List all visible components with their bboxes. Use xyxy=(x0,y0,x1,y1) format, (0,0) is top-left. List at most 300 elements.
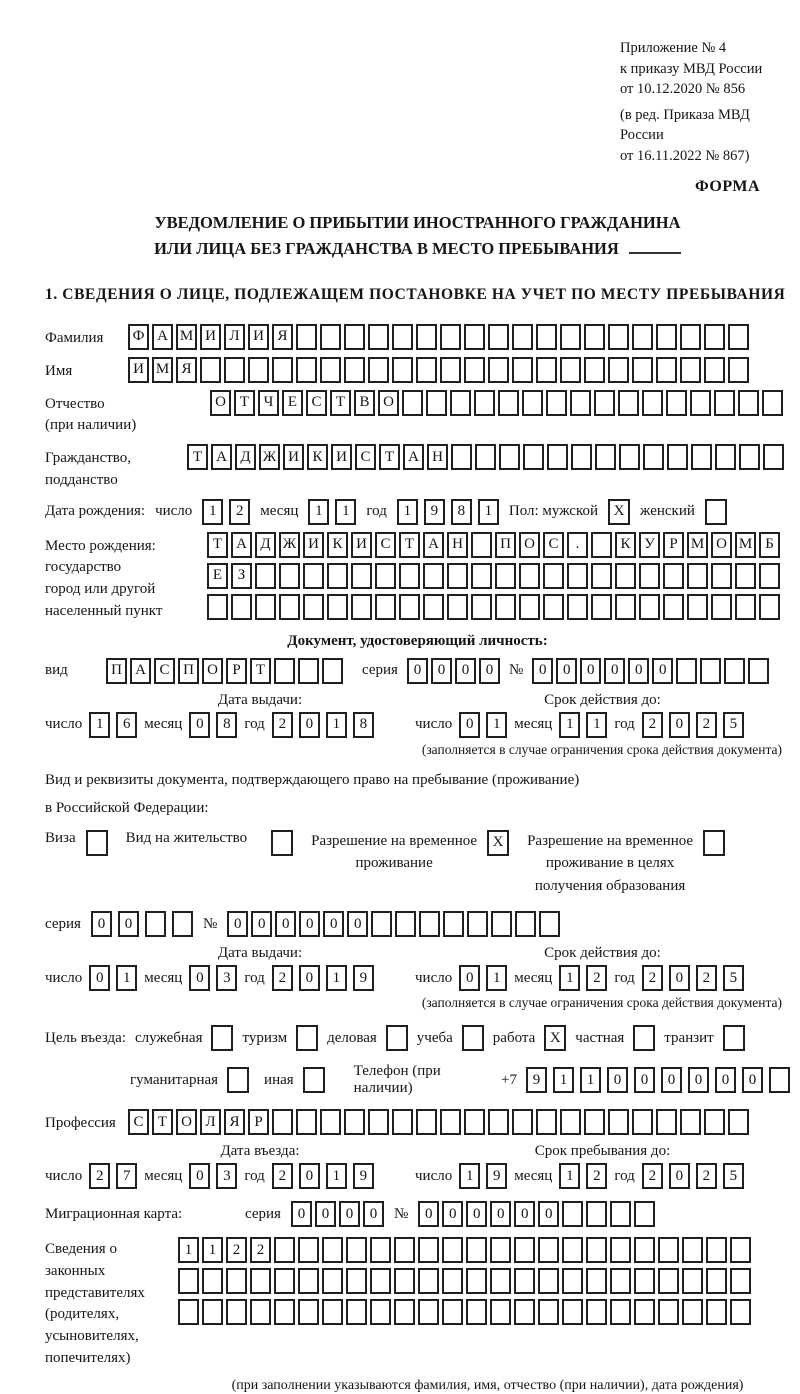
form-cell xyxy=(303,594,324,620)
representatives-cells-row3 xyxy=(178,1299,751,1325)
form-cell xyxy=(375,594,396,620)
year-label: год xyxy=(614,969,635,986)
header-annotations xyxy=(620,38,790,166)
purpose-official-checkbox xyxy=(211,1025,233,1051)
option-visa-label: Виза xyxy=(45,829,76,846)
form-cell xyxy=(344,324,365,350)
form-cell xyxy=(608,1109,629,1135)
form-cell: 1 xyxy=(559,712,580,738)
form-cell: 1 xyxy=(559,1163,580,1189)
identity-issue-month-cells xyxy=(189,712,237,738)
form-cell: 1 xyxy=(89,712,110,738)
form-cell xyxy=(656,324,677,350)
form-cell: 0 xyxy=(291,1201,312,1227)
form-cell: 1 xyxy=(486,965,507,991)
form-cell: Р xyxy=(226,658,247,684)
stay-until-heading: Срок пребывания до: xyxy=(534,1143,671,1160)
form-cell xyxy=(274,1268,295,1294)
form-title-line1: УВЕДОМЛЕНИЕ О ПРИБЫТИИ ИНОСТРАННОГО ГРАЖДАНИНА xyxy=(154,213,681,233)
form-cell: 0 xyxy=(299,911,320,937)
form-cell xyxy=(704,357,725,383)
form-cell xyxy=(632,357,653,383)
form-cell xyxy=(322,1268,343,1294)
form-cell xyxy=(632,324,653,350)
form-cell xyxy=(728,1109,749,1135)
form-cell xyxy=(634,1201,655,1227)
stay-month-cells xyxy=(559,1163,607,1189)
identity-issue-heading: Дата выдачи: xyxy=(217,691,303,708)
form-cell: Д xyxy=(255,532,276,558)
form-cell: 0 xyxy=(455,658,476,684)
form-cell: 0 xyxy=(538,1201,559,1227)
form-cell: 0 xyxy=(363,1201,384,1227)
form-cell: 0 xyxy=(418,1201,439,1227)
form-cell xyxy=(615,563,636,589)
profession-label: Профессия xyxy=(45,1115,116,1132)
form-cell xyxy=(178,1299,199,1325)
identity-valid-day-cells xyxy=(459,712,507,738)
form-cell: 2 xyxy=(586,1163,607,1189)
identity-doc-type-row xyxy=(45,658,790,684)
migration-card-row xyxy=(45,1201,790,1227)
year-label: год xyxy=(614,716,635,733)
form-cell xyxy=(419,911,440,937)
form-cell xyxy=(490,1237,511,1263)
form-cell xyxy=(375,563,396,589)
form-cell: Ж xyxy=(279,532,300,558)
citizenship-row xyxy=(45,444,790,492)
form-cell xyxy=(272,357,293,383)
form-cell xyxy=(450,390,471,416)
form-cell xyxy=(769,1067,790,1093)
form-cell xyxy=(608,357,629,383)
form-cell: 0 xyxy=(189,712,210,738)
form-cell xyxy=(656,357,677,383)
form-cell: А xyxy=(211,444,232,470)
identity-doc-seriya-cells xyxy=(407,658,500,684)
form-cell: В xyxy=(354,390,375,416)
form-cell: 1 xyxy=(178,1237,199,1263)
form-cell xyxy=(759,594,780,620)
purpose-other-label: иная xyxy=(264,1071,294,1088)
header-ref-line-3: от 10.12.2020 № 856 xyxy=(620,81,746,98)
form-cell xyxy=(447,563,468,589)
birthdate-row xyxy=(45,499,790,525)
purpose-humanitarian-checkbox xyxy=(227,1067,249,1093)
form-cell xyxy=(682,1299,703,1325)
patronymic-label xyxy=(45,390,210,438)
form-cell: 9 xyxy=(353,965,374,991)
form-cell xyxy=(724,658,745,684)
form-cell xyxy=(562,1299,583,1325)
form-cell: Т xyxy=(250,658,271,684)
form-cell xyxy=(272,1109,293,1135)
form-cell xyxy=(416,357,437,383)
residence-issue-date xyxy=(45,965,415,991)
form-cell: 2 xyxy=(229,499,250,525)
surname-cells xyxy=(128,324,749,350)
gender-female-label: женский xyxy=(640,503,695,520)
option-residence-permit-checkbox xyxy=(271,830,293,856)
form-title-line2 xyxy=(45,236,790,262)
form-cell: И xyxy=(200,324,221,350)
form-cell xyxy=(591,532,612,558)
form-cell xyxy=(423,563,444,589)
purpose-transit-label: транзит xyxy=(664,1029,714,1046)
purpose-row xyxy=(45,1025,790,1051)
form-cell: 0 xyxy=(688,1067,709,1093)
form-cell xyxy=(145,911,166,937)
form-cell xyxy=(584,324,605,350)
form-cell xyxy=(538,1237,559,1263)
form-cell: П xyxy=(106,658,127,684)
form-cell xyxy=(536,1109,557,1135)
form-cell: П xyxy=(178,658,199,684)
form-cell xyxy=(663,594,684,620)
form-cell: 1 xyxy=(553,1067,574,1093)
form-cell xyxy=(368,324,389,350)
residence-issue-day-cells xyxy=(89,965,137,991)
form-cell: Т xyxy=(152,1109,173,1135)
form-cell xyxy=(488,1109,509,1135)
form-cell: Я xyxy=(176,357,197,383)
form-cell xyxy=(667,444,688,470)
identity-doc-heading: Документ, удостоверяющий личность: xyxy=(287,632,548,649)
form-cell xyxy=(392,324,413,350)
form-cell: С xyxy=(128,1109,149,1135)
residence-doc-intro2: в Российской Федерации: xyxy=(45,799,209,816)
representatives-cells-row1 xyxy=(178,1237,751,1263)
form-cell: 0 xyxy=(442,1201,463,1227)
year-label: год xyxy=(244,716,265,733)
form-cell: 1 xyxy=(326,1163,347,1189)
form-cell xyxy=(443,911,464,937)
form-cell: 1 xyxy=(202,1237,223,1263)
form-cell xyxy=(440,324,461,350)
form-cell xyxy=(442,1268,463,1294)
option-temp-residence-label: Разрешение на временное проживание xyxy=(311,832,478,872)
form-cell xyxy=(634,1237,655,1263)
form-cell xyxy=(274,658,295,684)
form-cell xyxy=(642,390,663,416)
birthdate-year-cells xyxy=(397,499,499,525)
form-cell xyxy=(451,444,472,470)
form-cell xyxy=(498,390,519,416)
form-cell: 5 xyxy=(723,712,744,738)
birthplace-row xyxy=(45,532,790,625)
form-cell xyxy=(610,1299,631,1325)
form-cell xyxy=(488,324,509,350)
form-cell xyxy=(704,1109,725,1135)
migration-seriya-label: серия xyxy=(245,1205,281,1222)
identity-doc-seriya-label: серия xyxy=(362,662,398,679)
form-cell xyxy=(368,357,389,383)
purpose-label: Цель въезда: xyxy=(45,1029,126,1046)
residence-seriya-cells xyxy=(91,911,193,937)
form-cell xyxy=(584,1109,605,1135)
form-cell: 1 xyxy=(202,499,223,525)
form-cell xyxy=(618,390,639,416)
profession-row xyxy=(45,1109,790,1135)
stay-day-cells xyxy=(459,1163,507,1189)
purpose-row2 xyxy=(130,1063,790,1097)
birthplace-label-line1: Место рождения: xyxy=(45,537,156,554)
migration-card-label: Миграционная карта: xyxy=(45,1205,183,1222)
form-cell xyxy=(371,911,392,937)
form-cell xyxy=(327,594,348,620)
form-cell: 0 xyxy=(299,1163,320,1189)
form-cell: Т xyxy=(234,390,255,416)
form-cell: 0 xyxy=(227,911,248,937)
form-cell: 9 xyxy=(424,499,445,525)
purpose-work-checkbox: X xyxy=(544,1025,566,1051)
form-cell: 0 xyxy=(490,1201,511,1227)
identity-issue-date xyxy=(45,712,415,738)
form-cell: 2 xyxy=(89,1163,110,1189)
form-cell: С xyxy=(375,532,396,558)
firstname-cells xyxy=(128,357,749,383)
form-cell: . xyxy=(567,532,588,558)
form-cell: 0 xyxy=(556,658,577,684)
day-label: число xyxy=(45,1167,83,1184)
form-cell xyxy=(296,1109,317,1135)
form-cell: О xyxy=(711,532,732,558)
form-cell xyxy=(395,911,416,937)
form-cell xyxy=(440,357,461,383)
form-cell xyxy=(562,1268,583,1294)
birthplace-label xyxy=(45,532,207,623)
option-visa xyxy=(45,830,108,856)
form-cell: 2 xyxy=(696,1163,717,1189)
form-cell: 0 xyxy=(580,658,601,684)
form-cell xyxy=(344,1109,365,1135)
form-cell: 0 xyxy=(634,1067,655,1093)
form-cell xyxy=(399,594,420,620)
residence-doc-date-headings xyxy=(45,945,790,962)
form-cell xyxy=(172,911,193,937)
form-label: ФОРМА xyxy=(694,178,760,196)
form-cell: Я xyxy=(272,324,293,350)
form-cell xyxy=(687,563,708,589)
form-cell xyxy=(231,594,252,620)
form-cell: 0 xyxy=(189,1163,210,1189)
residence-doc-options-row xyxy=(45,830,790,898)
purpose-business-checkbox xyxy=(386,1025,408,1051)
form-cell: А xyxy=(130,658,151,684)
form-cell xyxy=(539,911,560,937)
form-cell xyxy=(658,1268,679,1294)
form-cell xyxy=(680,324,701,350)
form-cell: 2 xyxy=(696,712,717,738)
form-cell: 0 xyxy=(661,1067,682,1093)
form-cell xyxy=(608,324,629,350)
month-label: месяц xyxy=(144,716,183,733)
form-cell xyxy=(730,1237,751,1263)
form-cell xyxy=(706,1237,727,1263)
representatives-cells-row2 xyxy=(178,1268,751,1294)
form-cell xyxy=(738,390,759,416)
form-cell: 2 xyxy=(642,1163,663,1189)
patronymic-cells xyxy=(210,390,783,416)
form-cell: И xyxy=(351,532,372,558)
form-cell: 0 xyxy=(118,911,139,937)
form-cell xyxy=(416,324,437,350)
form-title-line2-text: ИЛИ ЛИЦА БЕЗ ГРАЖДАНСТВА В МЕСТО ПРЕБЫВАНИЯ xyxy=(154,239,619,259)
year-label: год xyxy=(614,1167,635,1184)
identity-doc-dates-row xyxy=(45,712,790,738)
form-cell: О xyxy=(210,390,231,416)
form-cell xyxy=(690,390,711,416)
form-cell: 1 xyxy=(326,965,347,991)
residence-issue-month-cells xyxy=(189,965,237,991)
form-cell xyxy=(514,1237,535,1263)
form-cell: 1 xyxy=(326,712,347,738)
form-cell xyxy=(759,563,780,589)
form-cell xyxy=(512,1109,533,1135)
form-cell: 6 xyxy=(116,712,137,738)
form-cell xyxy=(440,1109,461,1135)
form-cell: Р xyxy=(248,1109,269,1135)
form-cell xyxy=(474,390,495,416)
form-cell xyxy=(584,357,605,383)
purpose-study-label: учеба xyxy=(416,1029,453,1046)
form-cell: К xyxy=(327,532,348,558)
form-cell: А xyxy=(423,532,444,558)
residence-number-cells xyxy=(227,911,560,937)
form-cell xyxy=(643,444,664,470)
residence-issue-year-cells xyxy=(272,965,374,991)
form-cell xyxy=(519,563,540,589)
form-cell xyxy=(560,357,581,383)
form-cell xyxy=(562,1237,583,1263)
form-cell: 0 xyxy=(89,965,110,991)
form-cell xyxy=(490,1299,511,1325)
form-cell xyxy=(399,563,420,589)
citizenship-label-line2: подданство xyxy=(45,471,118,488)
form-cell: М xyxy=(152,357,173,383)
form-cell xyxy=(402,390,423,416)
form-cell xyxy=(467,911,488,937)
form-cell xyxy=(632,1109,653,1135)
form-cell: М xyxy=(735,532,756,558)
form-cell xyxy=(658,1299,679,1325)
form-cell: 8 xyxy=(353,712,374,738)
form-cell xyxy=(763,444,784,470)
month-label: месяц xyxy=(514,1167,553,1184)
form-cell xyxy=(523,444,544,470)
form-cell: М xyxy=(687,532,708,558)
form-cell xyxy=(392,357,413,383)
form-cell: 0 xyxy=(514,1201,535,1227)
form-cell xyxy=(346,1268,367,1294)
identity-issue-year-cells xyxy=(272,712,374,738)
form-cell xyxy=(495,563,516,589)
form-cell: Т xyxy=(207,532,228,558)
form-cell xyxy=(320,357,341,383)
day-label: число xyxy=(45,969,83,986)
form-cell: Л xyxy=(224,324,245,350)
form-cell: 0 xyxy=(315,1201,336,1227)
form-cell xyxy=(423,594,444,620)
form-cell xyxy=(682,1237,703,1263)
form-cell xyxy=(296,324,317,350)
form-cell: 0 xyxy=(607,1067,628,1093)
form-cell xyxy=(466,1268,487,1294)
citizenship-cells xyxy=(187,444,784,470)
purpose-tourism-label: туризм xyxy=(242,1029,288,1046)
form-cell xyxy=(610,1201,631,1227)
form-cell xyxy=(351,563,372,589)
form-cell: А xyxy=(231,532,252,558)
form-cell xyxy=(512,357,533,383)
form-cell: И xyxy=(303,532,324,558)
surname-row xyxy=(45,324,790,350)
form-cell xyxy=(344,357,365,383)
form-cell: 5 xyxy=(723,965,744,991)
form-cell: И xyxy=(331,444,352,470)
birthplace-label-line4: населенный пункт xyxy=(45,602,163,619)
form-title xyxy=(45,210,790,261)
form-cell xyxy=(471,594,492,620)
purpose-private-checkbox xyxy=(633,1025,655,1051)
residence-doc-intro1: Вид и реквизиты документа, подтверждающего право на пребывание (проживание) xyxy=(45,771,580,788)
form-cell xyxy=(471,532,492,558)
form-cell xyxy=(680,357,701,383)
form-cell xyxy=(700,658,721,684)
form-cell xyxy=(591,594,612,620)
year-label: год xyxy=(244,969,265,986)
form-cell xyxy=(735,594,756,620)
form-cell xyxy=(202,1299,223,1325)
form-cell xyxy=(639,594,660,620)
residence-limit-note: (заполняется в случае ограничения срока действия документа) xyxy=(421,995,782,1011)
form-cell xyxy=(426,390,447,416)
form-cell xyxy=(519,594,540,620)
entry-month-cells xyxy=(189,1163,237,1189)
form-cell: И xyxy=(248,324,269,350)
form-cell: А xyxy=(152,324,173,350)
form-cell xyxy=(320,1109,341,1135)
form-cell xyxy=(728,324,749,350)
form-cell xyxy=(615,594,636,620)
citizenship-label-line1: Гражданство, xyxy=(45,450,132,467)
form-cell xyxy=(586,1268,607,1294)
form-cell: Я xyxy=(224,1109,245,1135)
identity-limit-note: (заполняется в случае ограничения срока действия документа) xyxy=(421,741,782,757)
form-cell xyxy=(634,1268,655,1294)
form-cell: У xyxy=(639,532,660,558)
entry-date-heading: Дата въезда: xyxy=(220,1143,300,1160)
form-cell xyxy=(298,1299,319,1325)
form-cell xyxy=(416,1109,437,1135)
form-cell: 3 xyxy=(216,1163,237,1189)
form-cell xyxy=(296,357,317,383)
form-cell xyxy=(442,1299,463,1325)
form-cell: 0 xyxy=(742,1067,763,1093)
form-cell xyxy=(392,1109,413,1135)
purpose-work-label: работа xyxy=(492,1029,536,1046)
representatives-caption: (при заполнении указываются фамилия, имя, отчество (при наличии), дата рождения) xyxy=(231,1377,744,1393)
form-cell: 0 xyxy=(459,712,480,738)
form-cell xyxy=(538,1268,559,1294)
form-cell: 3 xyxy=(216,965,237,991)
form-cell: Л xyxy=(200,1109,221,1135)
form-cell: 1 xyxy=(586,712,607,738)
form-cell xyxy=(711,594,732,620)
form-cell xyxy=(748,658,769,684)
identity-doc-date-headings xyxy=(45,692,790,709)
form-cell: 9 xyxy=(486,1163,507,1189)
